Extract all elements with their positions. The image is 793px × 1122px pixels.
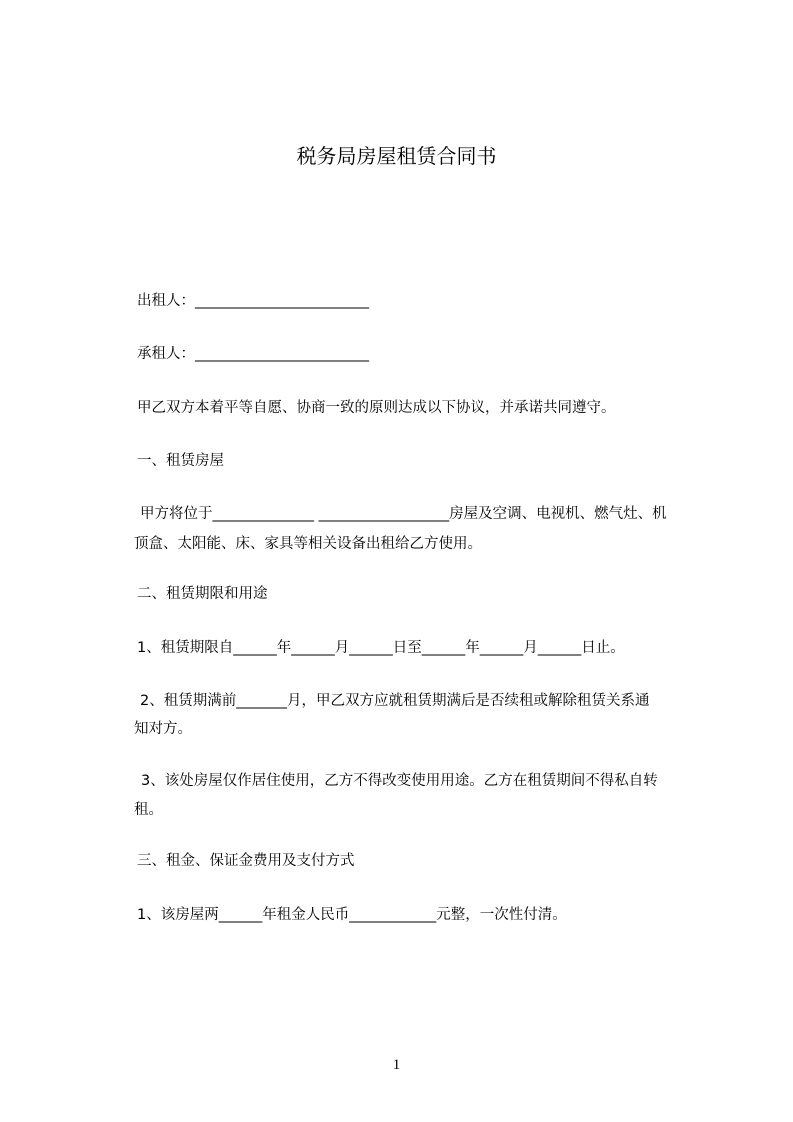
lessee-line: 承租人：________________________ bbox=[137, 346, 369, 362]
document-title: 税务局房屋租赁合同书 bbox=[296, 144, 497, 168]
section-3-heading: 三、租金、保证金费用及支付方式 bbox=[137, 853, 355, 869]
section-2-heading: 二、租赁期限和用途 bbox=[137, 586, 268, 602]
section-1-paragraph-line-2: 顶盒、太阳能、床、家具等相关设备出租给乙方使用。 bbox=[134, 536, 482, 552]
section-2-item-2-line-1: 2、租赁期满前_______月，甲乙双方应就租赁期满后是否续租或解除租赁关系通 bbox=[140, 693, 650, 709]
section-3-item-1: 1、该房屋两______年租金人民币____________元整，一次性付清。 bbox=[137, 907, 567, 923]
intro-paragraph: 甲乙双方本着平等自愿、协商一致的原则达成以下协议，并承诺共同遵守。 bbox=[137, 400, 616, 416]
section-2-item-2-line-2: 知对方。 bbox=[134, 721, 192, 737]
section-2-item-3-line-1: 3、该处房屋仅作居住使用，乙方不得改变使用用途。乙方在租赁期间不得私自转 bbox=[141, 773, 658, 789]
section-1-paragraph-line-1: 甲方将位于______________ __________________房屋及空调、电视机、燃气灶、机 bbox=[140, 506, 667, 522]
section-1-heading: 一、租赁房屋 bbox=[137, 453, 224, 469]
section-2-item-1: 1、租赁期限自______年______月______日至______年______月______日止。 bbox=[137, 640, 625, 656]
lessor-line: 出租人：________________________ bbox=[137, 293, 369, 309]
page-number: 1 bbox=[392, 1057, 401, 1073]
section-2-item-3-line-2: 租。 bbox=[134, 802, 163, 818]
